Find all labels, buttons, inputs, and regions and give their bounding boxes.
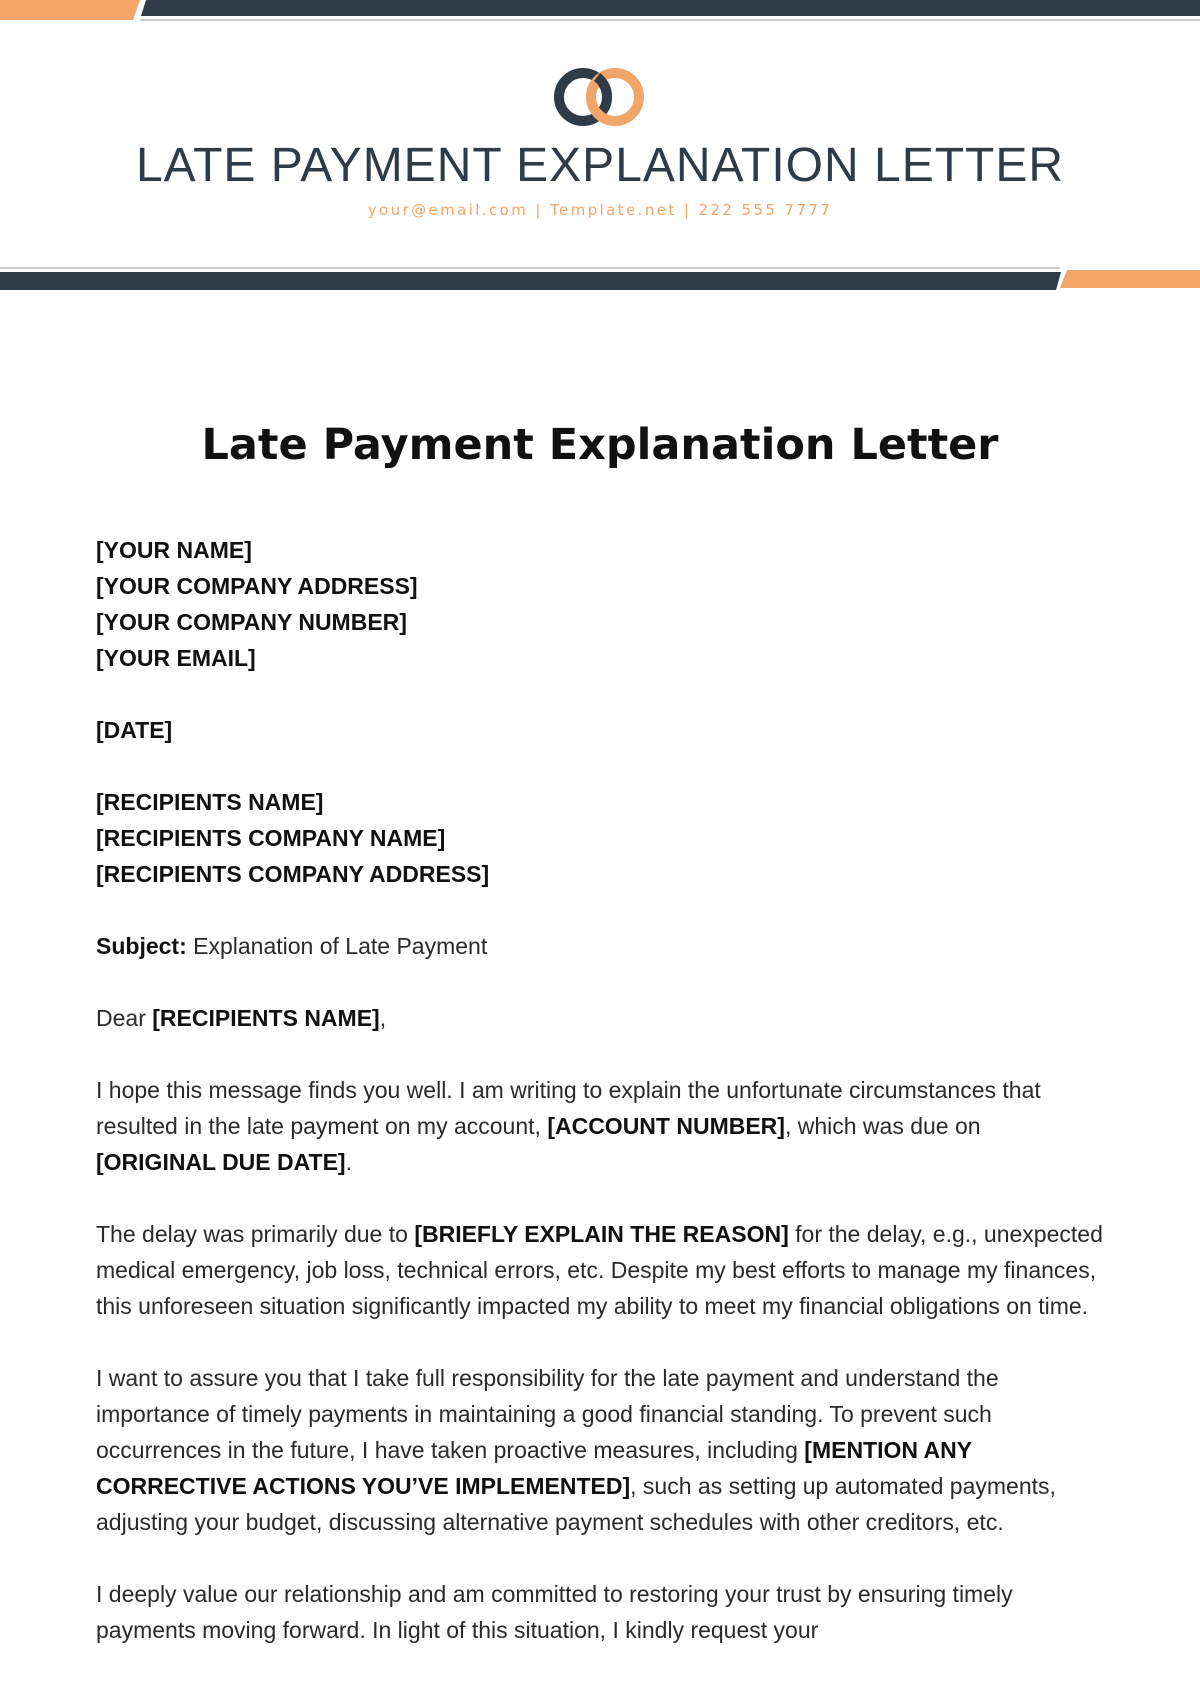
p3-corrective-actions: [MENTION ANY CORRECTIVE ACTIONS YOU’VE IMPLEMENTED]: [96, 1437, 972, 1499]
letter-title: Late Payment Explanation Letter: [201, 420, 999, 470]
org-title: LATE PAYMENT EXPLANATION LETTER: [135, 139, 1065, 192]
sender-email: [YOUR EMAIL]: [96, 645, 256, 671]
interlocking-rings-logo: [553, 66, 647, 128]
salutation-comma: ,: [379, 1005, 387, 1031]
subject-label: Subject:: [96, 933, 187, 959]
p2-text-a: The delay was primarily due to: [96, 1221, 415, 1247]
letter-body: [96, 532, 1104, 1684]
subject-line: [96, 928, 1104, 964]
salutation-name: [RECIPIENTS NAME]: [152, 1005, 380, 1031]
salutation-prefix: Dear: [96, 1005, 153, 1031]
sender-name: [YOUR NAME]: [96, 537, 252, 563]
paragraph-2: [96, 1216, 1104, 1324]
recipient-address: [RECIPIENTS COMPANY ADDRESS]: [96, 861, 490, 887]
header-top-band: [0, 0, 1200, 22]
recipient-company: [RECIPIENTS COMPANY NAME]: [96, 825, 446, 851]
p2-reason: [BRIEFLY EXPLAIN THE REASON]: [414, 1221, 789, 1247]
letter-date: [DATE]: [96, 717, 173, 743]
paragraph-1: [96, 1072, 1104, 1180]
p3-text-a: I want to assure you that I take full responsibility for the late payment and understand the importance of timely payments in maintaining a good financial standing. To prevent such occurrences in the future, I have taken proactive measures, including: [96, 1365, 999, 1463]
contact-line: your@email.com | Template.net | 222 555 7777: [367, 201, 833, 219]
paragraph-3: [96, 1360, 1104, 1540]
paragraph-4: [96, 1576, 1104, 1648]
sender-address: [YOUR COMPANY ADDRESS]: [96, 573, 418, 599]
recipient-name: [RECIPIENTS NAME]: [96, 789, 324, 815]
salutation: [96, 1000, 1104, 1036]
p1-due-date: [ORIGINAL DUE DATE]: [96, 1149, 346, 1175]
p1-text-e: .: [345, 1149, 352, 1175]
header-bottom-stripes: [0, 266, 1200, 290]
p3-text-c: , such as setting up automated payments, adjusting your budget, discussing alternative payment schedules with other creditors, etc.: [96, 1473, 1056, 1535]
p4-text-a: I deeply value our relationship and am committed to restoring your trust by ensuring timely payments moving forward. In light of this situation, I kindly request your: [96, 1581, 1013, 1643]
header-top-stripes: [0, 0, 1200, 22]
p1-text-a: I hope this message finds you well. I am writing to explain the unfortunate circumstances that resulted in the late payment on my account,: [96, 1077, 1041, 1139]
sender-number: [YOUR COMPANY NUMBER]: [96, 609, 407, 635]
recipient-block: [96, 784, 1104, 892]
p1-account-number: [ACCOUNT NUMBER]: [547, 1113, 785, 1139]
subject-text: Explanation of Late Payment: [186, 933, 488, 959]
p2-text-c: for the delay, e.g., unexpected medical emergency, job loss, technical errors, etc. Despite my best efforts to manage my finances, this unforeseen situation significantly impacted my ability to meet my financial obligations on time.: [96, 1221, 1103, 1319]
sender-block: [96, 532, 1104, 676]
date-block: [96, 712, 1104, 748]
header-bottom-band: [0, 266, 1200, 288]
p1-text-c: , which was due on: [784, 1113, 981, 1139]
